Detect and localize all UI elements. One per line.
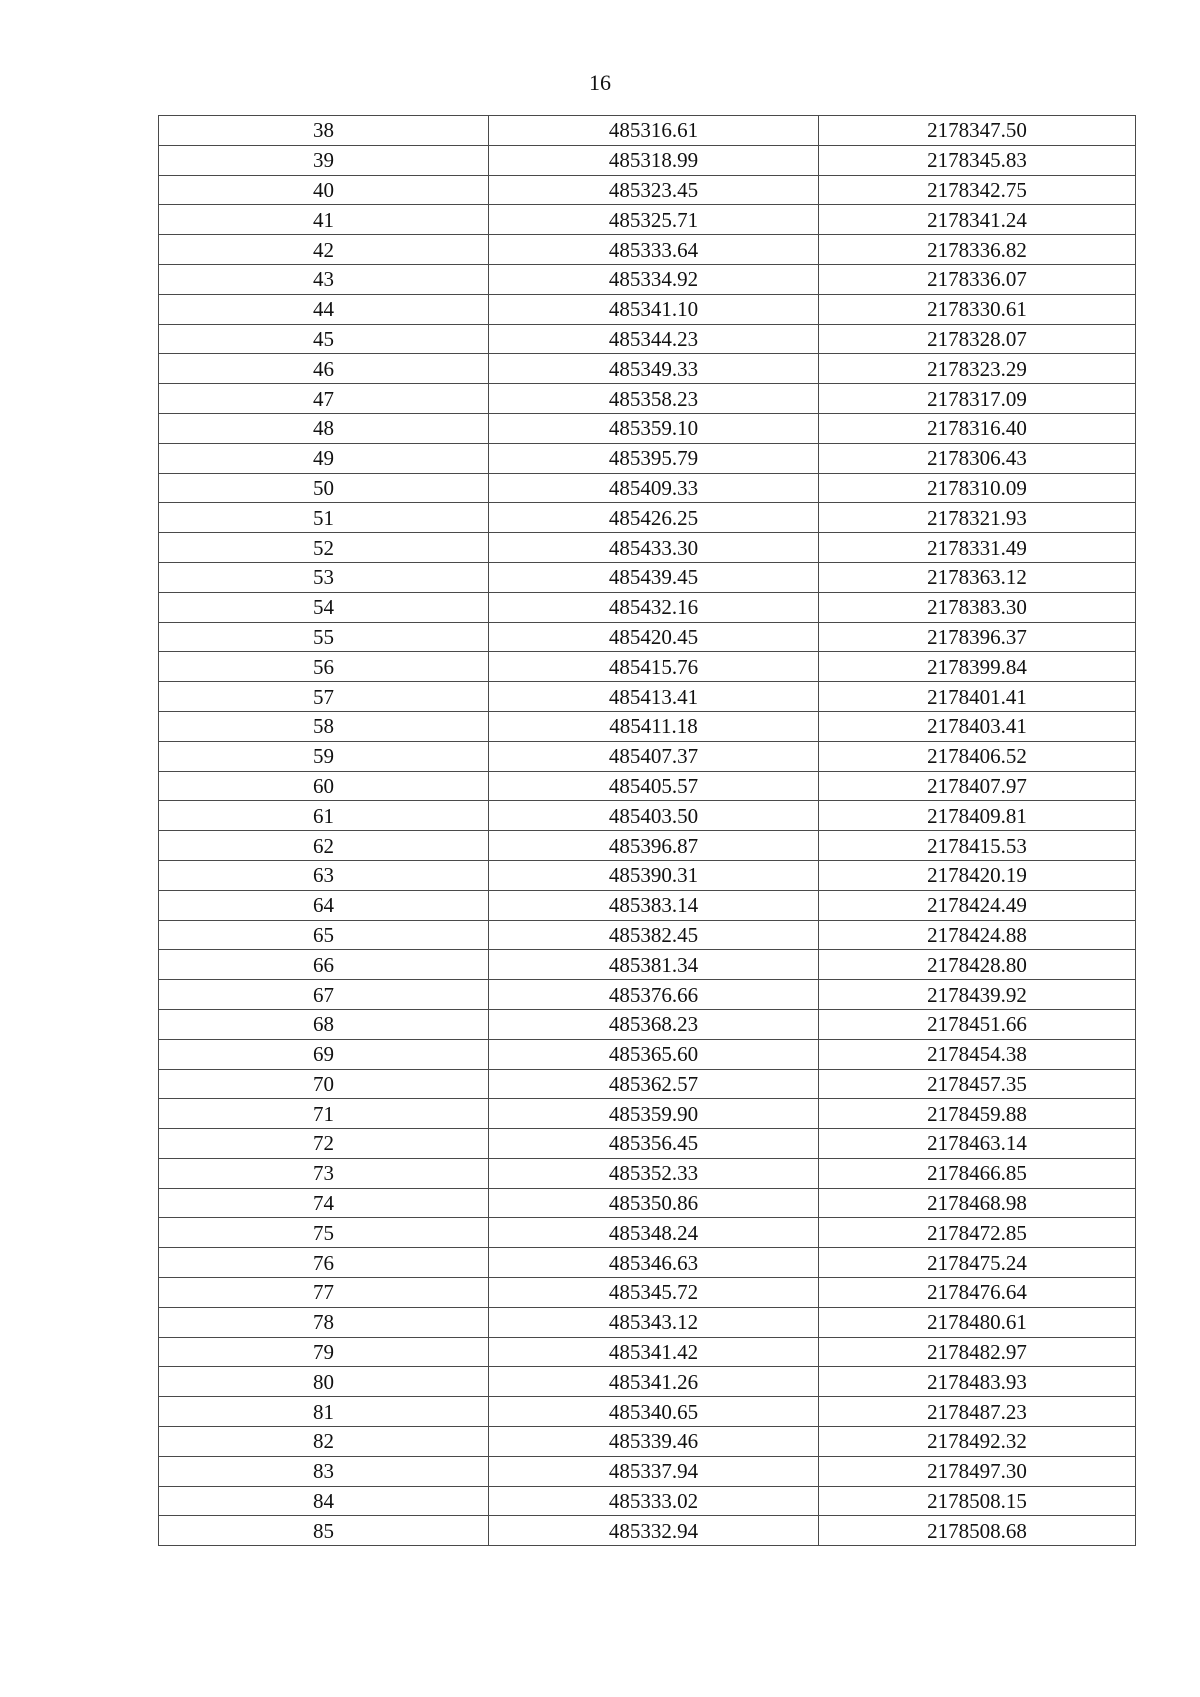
coordinates-table-body xyxy=(159,116,1136,1546)
point-number-cell: 61 xyxy=(159,801,489,831)
point-number-cell: 56 xyxy=(159,652,489,682)
y-coordinate-cell: 2178482.97 xyxy=(819,1337,1136,1367)
table-row xyxy=(159,413,1136,443)
table-row xyxy=(159,145,1136,175)
y-coordinate-cell: 2178345.83 xyxy=(819,145,1136,175)
y-coordinate-cell: 2178428.80 xyxy=(819,950,1136,980)
table-row xyxy=(159,592,1136,622)
point-number-cell: 67 xyxy=(159,980,489,1010)
y-coordinate-cell: 2178396.37 xyxy=(819,622,1136,652)
y-coordinate-cell: 2178328.07 xyxy=(819,324,1136,354)
point-number-cell: 66 xyxy=(159,950,489,980)
x-coordinate-cell: 485433.30 xyxy=(489,533,819,563)
table-row xyxy=(159,1099,1136,1129)
table-row xyxy=(159,1069,1136,1099)
y-coordinate-cell: 2178508.68 xyxy=(819,1516,1136,1546)
point-number-cell: 41 xyxy=(159,205,489,235)
x-coordinate-cell: 485333.02 xyxy=(489,1486,819,1516)
point-number-cell: 80 xyxy=(159,1367,489,1397)
point-number-cell: 62 xyxy=(159,831,489,861)
point-number-cell: 58 xyxy=(159,711,489,741)
x-coordinate-cell: 485341.26 xyxy=(489,1367,819,1397)
point-number-cell: 47 xyxy=(159,384,489,414)
point-number-cell: 84 xyxy=(159,1486,489,1516)
x-coordinate-cell: 485323.45 xyxy=(489,175,819,205)
table-row xyxy=(159,622,1136,652)
point-number-cell: 77 xyxy=(159,1278,489,1308)
table-row xyxy=(159,384,1136,414)
y-coordinate-cell: 2178439.92 xyxy=(819,980,1136,1010)
table-row xyxy=(159,533,1136,563)
table-row xyxy=(159,1158,1136,1188)
y-coordinate-cell: 2178363.12 xyxy=(819,562,1136,592)
y-coordinate-cell: 2178475.24 xyxy=(819,1248,1136,1278)
point-number-cell: 85 xyxy=(159,1516,489,1546)
point-number-cell: 53 xyxy=(159,562,489,592)
table-row xyxy=(159,1456,1136,1486)
point-number-cell: 71 xyxy=(159,1099,489,1129)
point-number-cell: 75 xyxy=(159,1218,489,1248)
point-number-cell: 76 xyxy=(159,1248,489,1278)
y-coordinate-cell: 2178459.88 xyxy=(819,1099,1136,1129)
point-number-cell: 69 xyxy=(159,1039,489,1069)
table-row xyxy=(159,980,1136,1010)
y-coordinate-cell: 2178330.61 xyxy=(819,294,1136,324)
table-row xyxy=(159,175,1136,205)
x-coordinate-cell: 485426.25 xyxy=(489,503,819,533)
x-coordinate-cell: 485383.14 xyxy=(489,890,819,920)
x-coordinate-cell: 485333.64 xyxy=(489,235,819,265)
y-coordinate-cell: 2178409.81 xyxy=(819,801,1136,831)
x-coordinate-cell: 485359.90 xyxy=(489,1099,819,1129)
x-coordinate-cell: 485376.66 xyxy=(489,980,819,1010)
y-coordinate-cell: 2178347.50 xyxy=(819,116,1136,146)
x-coordinate-cell: 485348.24 xyxy=(489,1218,819,1248)
y-coordinate-cell: 2178424.49 xyxy=(819,890,1136,920)
table-row xyxy=(159,831,1136,861)
point-number-cell: 83 xyxy=(159,1456,489,1486)
x-coordinate-cell: 485390.31 xyxy=(489,860,819,890)
y-coordinate-cell: 2178336.07 xyxy=(819,264,1136,294)
table-row xyxy=(159,771,1136,801)
y-coordinate-cell: 2178401.41 xyxy=(819,682,1136,712)
x-coordinate-cell: 485349.33 xyxy=(489,354,819,384)
point-number-cell: 59 xyxy=(159,741,489,771)
x-coordinate-cell: 485409.33 xyxy=(489,473,819,503)
y-coordinate-cell: 2178310.09 xyxy=(819,473,1136,503)
x-coordinate-cell: 485365.60 xyxy=(489,1039,819,1069)
point-number-cell: 57 xyxy=(159,682,489,712)
x-coordinate-cell: 485343.12 xyxy=(489,1307,819,1337)
table-row xyxy=(159,1188,1136,1218)
y-coordinate-cell: 2178457.35 xyxy=(819,1069,1136,1099)
table-row xyxy=(159,860,1136,890)
table-row xyxy=(159,652,1136,682)
y-coordinate-cell: 2178466.85 xyxy=(819,1158,1136,1188)
x-coordinate-cell: 485420.45 xyxy=(489,622,819,652)
table-row xyxy=(159,1427,1136,1457)
y-coordinate-cell: 2178487.23 xyxy=(819,1397,1136,1427)
x-coordinate-cell: 485318.99 xyxy=(489,145,819,175)
point-number-cell: 48 xyxy=(159,413,489,443)
point-number-cell: 40 xyxy=(159,175,489,205)
y-coordinate-cell: 2178306.43 xyxy=(819,443,1136,473)
point-number-cell: 44 xyxy=(159,294,489,324)
x-coordinate-cell: 485411.18 xyxy=(489,711,819,741)
y-coordinate-cell: 2178454.38 xyxy=(819,1039,1136,1069)
point-number-cell: 81 xyxy=(159,1397,489,1427)
point-number-cell: 54 xyxy=(159,592,489,622)
y-coordinate-cell: 2178399.84 xyxy=(819,652,1136,682)
x-coordinate-cell: 485358.23 xyxy=(489,384,819,414)
table-row xyxy=(159,1129,1136,1159)
y-coordinate-cell: 2178508.15 xyxy=(819,1486,1136,1516)
y-coordinate-cell: 2178317.09 xyxy=(819,384,1136,414)
table-row xyxy=(159,354,1136,384)
y-coordinate-cell: 2178476.64 xyxy=(819,1278,1136,1308)
x-coordinate-cell: 485344.23 xyxy=(489,324,819,354)
table-row xyxy=(159,682,1136,712)
table-row xyxy=(159,1307,1136,1337)
table-row xyxy=(159,1248,1136,1278)
point-number-cell: 82 xyxy=(159,1427,489,1457)
y-coordinate-cell: 2178321.93 xyxy=(819,503,1136,533)
table-row xyxy=(159,562,1136,592)
x-coordinate-cell: 485341.10 xyxy=(489,294,819,324)
table-row xyxy=(159,1516,1136,1546)
page-number: 16 xyxy=(589,70,611,95)
table-row xyxy=(159,235,1136,265)
point-number-cell: 70 xyxy=(159,1069,489,1099)
point-number-cell: 60 xyxy=(159,771,489,801)
x-coordinate-cell: 485325.71 xyxy=(489,205,819,235)
table-row xyxy=(159,1337,1136,1367)
table-row xyxy=(159,1039,1136,1069)
y-coordinate-cell: 2178468.98 xyxy=(819,1188,1136,1218)
x-coordinate-cell: 485316.61 xyxy=(489,116,819,146)
x-coordinate-cell: 485341.42 xyxy=(489,1337,819,1367)
point-number-cell: 45 xyxy=(159,324,489,354)
y-coordinate-cell: 2178331.49 xyxy=(819,533,1136,563)
y-coordinate-cell: 2178383.30 xyxy=(819,592,1136,622)
x-coordinate-cell: 485332.94 xyxy=(489,1516,819,1546)
y-coordinate-cell: 2178420.19 xyxy=(819,860,1136,890)
x-coordinate-cell: 485395.79 xyxy=(489,443,819,473)
x-coordinate-cell: 485396.87 xyxy=(489,831,819,861)
x-coordinate-cell: 485415.76 xyxy=(489,652,819,682)
table-row xyxy=(159,1397,1136,1427)
x-coordinate-cell: 485413.41 xyxy=(489,682,819,712)
x-coordinate-cell: 485381.34 xyxy=(489,950,819,980)
x-coordinate-cell: 485368.23 xyxy=(489,1009,819,1039)
point-number-cell: 39 xyxy=(159,145,489,175)
table-row xyxy=(159,116,1136,146)
point-number-cell: 68 xyxy=(159,1009,489,1039)
y-coordinate-cell: 2178407.97 xyxy=(819,771,1136,801)
table-row xyxy=(159,1486,1136,1516)
y-coordinate-cell: 2178342.75 xyxy=(819,175,1136,205)
table-row xyxy=(159,1009,1136,1039)
y-coordinate-cell: 2178497.30 xyxy=(819,1456,1136,1486)
point-number-cell: 42 xyxy=(159,235,489,265)
point-number-cell: 63 xyxy=(159,860,489,890)
y-coordinate-cell: 2178463.14 xyxy=(819,1129,1136,1159)
y-coordinate-cell: 2178451.66 xyxy=(819,1009,1136,1039)
table-row xyxy=(159,324,1136,354)
table-row xyxy=(159,920,1136,950)
point-number-cell: 78 xyxy=(159,1307,489,1337)
x-coordinate-cell: 485403.50 xyxy=(489,801,819,831)
x-coordinate-cell: 485340.65 xyxy=(489,1397,819,1427)
table-row xyxy=(159,503,1136,533)
y-coordinate-cell: 2178480.61 xyxy=(819,1307,1136,1337)
table-row xyxy=(159,741,1136,771)
x-coordinate-cell: 485432.16 xyxy=(489,592,819,622)
y-coordinate-cell: 2178415.53 xyxy=(819,831,1136,861)
y-coordinate-cell: 2178316.40 xyxy=(819,413,1136,443)
y-coordinate-cell: 2178406.52 xyxy=(819,741,1136,771)
point-number-cell: 72 xyxy=(159,1129,489,1159)
point-number-cell: 79 xyxy=(159,1337,489,1367)
x-coordinate-cell: 485350.86 xyxy=(489,1188,819,1218)
y-coordinate-cell: 2178341.24 xyxy=(819,205,1136,235)
table-row xyxy=(159,1218,1136,1248)
coordinates-table xyxy=(158,115,1136,1546)
x-coordinate-cell: 485439.45 xyxy=(489,562,819,592)
point-number-cell: 38 xyxy=(159,116,489,146)
y-coordinate-cell: 2178483.93 xyxy=(819,1367,1136,1397)
table-row xyxy=(159,711,1136,741)
x-coordinate-cell: 485407.37 xyxy=(489,741,819,771)
x-coordinate-cell: 485352.33 xyxy=(489,1158,819,1188)
y-coordinate-cell: 2178323.29 xyxy=(819,354,1136,384)
x-coordinate-cell: 485362.57 xyxy=(489,1069,819,1099)
x-coordinate-cell: 485382.45 xyxy=(489,920,819,950)
table-row xyxy=(159,205,1136,235)
y-coordinate-cell: 2178492.32 xyxy=(819,1427,1136,1457)
point-number-cell: 73 xyxy=(159,1158,489,1188)
point-number-cell: 65 xyxy=(159,920,489,950)
y-coordinate-cell: 2178336.82 xyxy=(819,235,1136,265)
x-coordinate-cell: 485339.46 xyxy=(489,1427,819,1457)
x-coordinate-cell: 485345.72 xyxy=(489,1278,819,1308)
x-coordinate-cell: 485346.63 xyxy=(489,1248,819,1278)
table-row xyxy=(159,950,1136,980)
table-row xyxy=(159,294,1136,324)
table-row xyxy=(159,801,1136,831)
point-number-cell: 52 xyxy=(159,533,489,563)
y-coordinate-cell: 2178403.41 xyxy=(819,711,1136,741)
y-coordinate-cell: 2178472.85 xyxy=(819,1218,1136,1248)
point-number-cell: 46 xyxy=(159,354,489,384)
table-row xyxy=(159,1278,1136,1308)
point-number-cell: 49 xyxy=(159,443,489,473)
table-row xyxy=(159,443,1136,473)
point-number-cell: 43 xyxy=(159,264,489,294)
point-number-cell: 51 xyxy=(159,503,489,533)
point-number-cell: 50 xyxy=(159,473,489,503)
x-coordinate-cell: 485359.10 xyxy=(489,413,819,443)
point-number-cell: 64 xyxy=(159,890,489,920)
table-row xyxy=(159,473,1136,503)
x-coordinate-cell: 485356.45 xyxy=(489,1129,819,1159)
y-coordinate-cell: 2178424.88 xyxy=(819,920,1136,950)
x-coordinate-cell: 485334.92 xyxy=(489,264,819,294)
x-coordinate-cell: 485405.57 xyxy=(489,771,819,801)
point-number-cell: 74 xyxy=(159,1188,489,1218)
point-number-cell: 55 xyxy=(159,622,489,652)
table-row xyxy=(159,890,1136,920)
table-row xyxy=(159,1367,1136,1397)
table-row xyxy=(159,264,1136,294)
x-coordinate-cell: 485337.94 xyxy=(489,1456,819,1486)
